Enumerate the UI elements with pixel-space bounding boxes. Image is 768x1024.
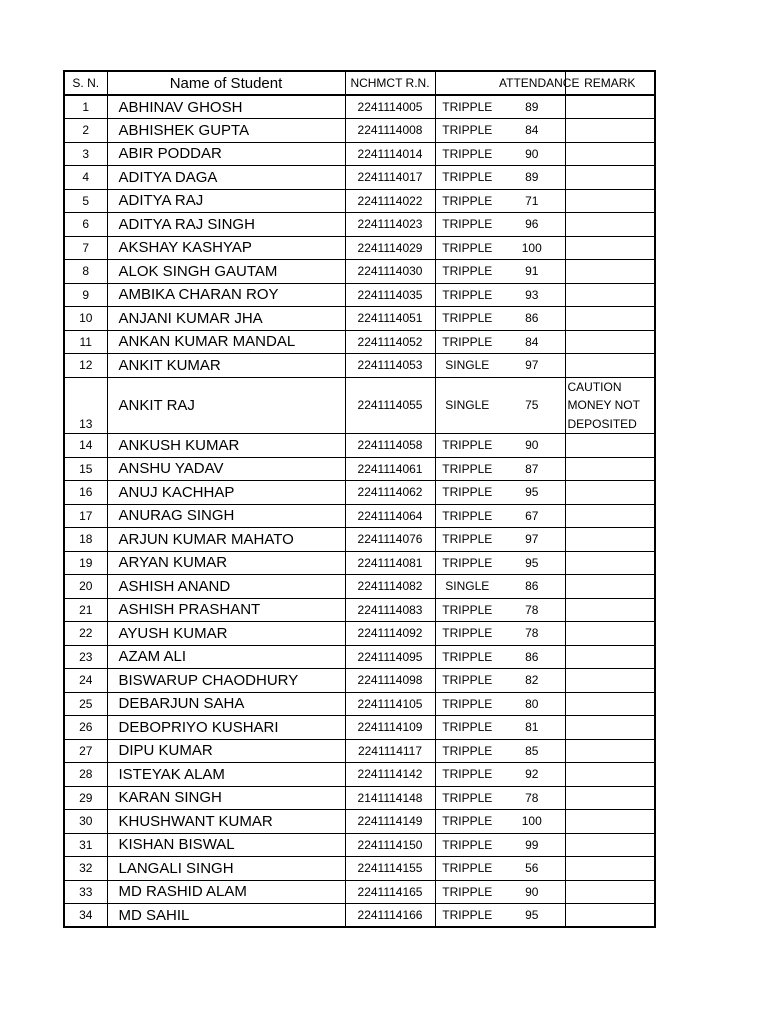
header-student-name: Name of Student (107, 71, 345, 95)
cell-room-type: SINGLE (435, 377, 499, 434)
cell-room-type: TRIPPLE (435, 598, 499, 622)
cell-attendance: 80 (499, 692, 565, 716)
cell-attendance: 78 (499, 598, 565, 622)
cell-room-type: TRIPPLE (435, 95, 499, 119)
header-registration-number: NCHMCT R.N. (345, 71, 435, 95)
cell-remark (565, 189, 655, 213)
cell-student-name: ANSHU YADAV (107, 457, 345, 481)
cell-registration-number: 2241114092 (345, 622, 435, 646)
cell-registration-number: 2241114014 (345, 142, 435, 166)
cell-room-type: TRIPPLE (435, 330, 499, 354)
cell-remark (565, 528, 655, 552)
cell-registration-number: 2241114058 (345, 434, 435, 458)
cell-room-type: SINGLE (435, 354, 499, 378)
cell-remark (565, 213, 655, 237)
cell-remark (565, 551, 655, 575)
cell-student-name: BISWARUP CHAODHURY (107, 669, 345, 693)
table-row (64, 434, 655, 458)
cell-attendance: 99 (499, 833, 565, 857)
table-row (64, 142, 655, 166)
cell-serial-number: 29 (64, 786, 107, 810)
cell-registration-number: 2241114029 (345, 236, 435, 260)
cell-attendance: 67 (499, 504, 565, 528)
cell-room-type: TRIPPLE (435, 622, 499, 646)
cell-student-name: ANURAG SINGH (107, 504, 345, 528)
cell-remark (565, 457, 655, 481)
cell-registration-number: 2241114052 (345, 330, 435, 354)
cell-attendance: 56 (499, 857, 565, 881)
cell-registration-number: 2241114117 (345, 739, 435, 763)
header-remark: REMARK (565, 71, 655, 95)
cell-room-type: TRIPPLE (435, 669, 499, 693)
cell-serial-number: 3 (64, 142, 107, 166)
cell-registration-number: 2241114062 (345, 481, 435, 505)
cell-serial-number: 15 (64, 457, 107, 481)
cell-attendance: 86 (499, 307, 565, 331)
cell-registration-number: 2141114148 (345, 786, 435, 810)
cell-attendance: 100 (499, 810, 565, 834)
cell-student-name: DEBOPRIYO KUSHARI (107, 716, 345, 740)
cell-registration-number: 2241114098 (345, 669, 435, 693)
cell-room-type: TRIPPLE (435, 260, 499, 284)
cell-registration-number: 2241114166 (345, 904, 435, 928)
cell-serial-number: 32 (64, 857, 107, 881)
cell-remark (565, 716, 655, 740)
cell-registration-number: 2241114150 (345, 833, 435, 857)
cell-attendance: 91 (499, 260, 565, 284)
table-row (64, 669, 655, 693)
table-row (64, 786, 655, 810)
cell-student-name: ARJUN KUMAR MAHATO (107, 528, 345, 552)
cell-student-name: MD SAHIL (107, 904, 345, 928)
cell-attendance: 86 (499, 575, 565, 599)
cell-student-name: DIPU KUMAR (107, 739, 345, 763)
table-row (64, 481, 655, 505)
cell-serial-number: 28 (64, 763, 107, 787)
table-body (64, 95, 655, 927)
table-row (64, 95, 655, 119)
cell-remark (565, 142, 655, 166)
cell-registration-number: 2241114035 (345, 283, 435, 307)
cell-serial-number: 31 (64, 833, 107, 857)
cell-attendance: 71 (499, 189, 565, 213)
cell-student-name: AKSHAY KASHYAP (107, 236, 345, 260)
cell-registration-number: 2241114008 (345, 119, 435, 143)
table-row (64, 739, 655, 763)
cell-room-type: TRIPPLE (435, 833, 499, 857)
table-row (64, 307, 655, 331)
cell-registration-number: 2241114081 (345, 551, 435, 575)
cell-registration-number: 2241114051 (345, 307, 435, 331)
cell-serial-number: 4 (64, 166, 107, 190)
table-row (64, 354, 655, 378)
cell-serial-number: 7 (64, 236, 107, 260)
cell-room-type: TRIPPLE (435, 481, 499, 505)
cell-remark (565, 833, 655, 857)
table-row (64, 810, 655, 834)
cell-remark (565, 434, 655, 458)
cell-registration-number: 2241114053 (345, 354, 435, 378)
cell-remark (565, 119, 655, 143)
cell-room-type: TRIPPLE (435, 236, 499, 260)
cell-remark: CAUTION MONEY NOT DEPOSITED (565, 377, 655, 434)
cell-attendance: 82 (499, 669, 565, 693)
cell-serial-number: 24 (64, 669, 107, 693)
table-row (64, 645, 655, 669)
cell-student-name: AZAM ALI (107, 645, 345, 669)
cell-attendance: 89 (499, 166, 565, 190)
cell-remark (565, 236, 655, 260)
cell-serial-number: 6 (64, 213, 107, 237)
cell-attendance: 97 (499, 528, 565, 552)
cell-attendance: 78 (499, 622, 565, 646)
cell-student-name: ANKAN KUMAR MANDAL (107, 330, 345, 354)
cell-student-name: ADITYA RAJ SINGH (107, 213, 345, 237)
cell-room-type: TRIPPLE (435, 119, 499, 143)
cell-registration-number: 2241114061 (345, 457, 435, 481)
cell-registration-number: 2241114076 (345, 528, 435, 552)
cell-serial-number: 16 (64, 481, 107, 505)
cell-serial-number: 18 (64, 528, 107, 552)
table-row (64, 504, 655, 528)
cell-remark (565, 354, 655, 378)
cell-registration-number: 2241114017 (345, 166, 435, 190)
table-row (64, 236, 655, 260)
cell-attendance: 85 (499, 739, 565, 763)
cell-serial-number: 34 (64, 904, 107, 928)
header-serial-number: S. N. (64, 71, 107, 95)
cell-attendance: 90 (499, 142, 565, 166)
cell-serial-number: 2 (64, 119, 107, 143)
cell-student-name: ADITYA DAGA (107, 166, 345, 190)
cell-student-name: ASHISH PRASHANT (107, 598, 345, 622)
cell-student-name: ANUJ KACHHAP (107, 481, 345, 505)
cell-attendance: 96 (499, 213, 565, 237)
cell-student-name: AYUSH KUMAR (107, 622, 345, 646)
cell-room-type: TRIPPLE (435, 739, 499, 763)
cell-room-type: TRIPPLE (435, 528, 499, 552)
cell-student-name: ALOK SINGH GAUTAM (107, 260, 345, 284)
cell-student-name: KISHAN BISWAL (107, 833, 345, 857)
cell-remark (565, 575, 655, 599)
cell-remark (565, 904, 655, 928)
cell-student-name: ANKIT KUMAR (107, 354, 345, 378)
cell-registration-number: 2241114105 (345, 692, 435, 716)
cell-student-name: KHUSHWANT KUMAR (107, 810, 345, 834)
cell-attendance: 86 (499, 645, 565, 669)
cell-room-type: TRIPPLE (435, 857, 499, 881)
cell-serial-number: 21 (64, 598, 107, 622)
cell-attendance: 90 (499, 434, 565, 458)
cell-student-name: ABHINAV GHOSH (107, 95, 345, 119)
cell-serial-number: 33 (64, 880, 107, 904)
table-header-row (64, 71, 655, 95)
table-row (64, 857, 655, 881)
table-row (64, 833, 655, 857)
table-row (64, 189, 655, 213)
cell-serial-number: 13 (64, 377, 107, 434)
cell-student-name: ABIR PODDAR (107, 142, 345, 166)
cell-registration-number: 2241114005 (345, 95, 435, 119)
cell-remark (565, 260, 655, 284)
cell-room-type: TRIPPLE (435, 763, 499, 787)
cell-student-name: ABHISHEK GUPTA (107, 119, 345, 143)
cell-registration-number: 2241114165 (345, 880, 435, 904)
cell-student-name: MD RASHID ALAM (107, 880, 345, 904)
cell-serial-number: 5 (64, 189, 107, 213)
cell-remark (565, 692, 655, 716)
cell-room-type: TRIPPLE (435, 307, 499, 331)
table-row (64, 904, 655, 928)
cell-remark (565, 880, 655, 904)
cell-student-name: LANGALI SINGH (107, 857, 345, 881)
cell-registration-number: 2241114030 (345, 260, 435, 284)
cell-remark (565, 810, 655, 834)
cell-remark (565, 857, 655, 881)
cell-remark (565, 504, 655, 528)
header-attendance-blank (435, 71, 499, 95)
table-row (64, 377, 655, 434)
cell-room-type: TRIPPLE (435, 457, 499, 481)
cell-registration-number: 2241114082 (345, 575, 435, 599)
cell-room-type: TRIPPLE (435, 880, 499, 904)
cell-remark (565, 95, 655, 119)
cell-remark (565, 669, 655, 693)
cell-room-type: TRIPPLE (435, 645, 499, 669)
cell-serial-number: 20 (64, 575, 107, 599)
cell-attendance: 87 (499, 457, 565, 481)
table-row (64, 575, 655, 599)
cell-room-type: TRIPPLE (435, 551, 499, 575)
cell-registration-number: 2241114155 (345, 857, 435, 881)
table-row (64, 622, 655, 646)
cell-serial-number: 11 (64, 330, 107, 354)
table-row (64, 457, 655, 481)
cell-attendance: 81 (499, 716, 565, 740)
cell-remark (565, 786, 655, 810)
cell-remark (565, 763, 655, 787)
cell-serial-number: 25 (64, 692, 107, 716)
cell-registration-number: 2241114055 (345, 377, 435, 434)
table-row (64, 551, 655, 575)
cell-attendance: 93 (499, 283, 565, 307)
cell-serial-number: 23 (64, 645, 107, 669)
table-row (64, 213, 655, 237)
cell-room-type: TRIPPLE (435, 786, 499, 810)
cell-remark (565, 283, 655, 307)
cell-attendance: 95 (499, 551, 565, 575)
cell-room-type: TRIPPLE (435, 504, 499, 528)
table-row (64, 880, 655, 904)
cell-remark (565, 622, 655, 646)
cell-serial-number: 10 (64, 307, 107, 331)
cell-room-type: TRIPPLE (435, 142, 499, 166)
cell-serial-number: 1 (64, 95, 107, 119)
cell-remark (565, 330, 655, 354)
cell-serial-number: 27 (64, 739, 107, 763)
cell-remark (565, 481, 655, 505)
cell-serial-number: 30 (64, 810, 107, 834)
table-row (64, 598, 655, 622)
cell-remark (565, 739, 655, 763)
table-row (64, 763, 655, 787)
cell-serial-number: 17 (64, 504, 107, 528)
cell-serial-number: 8 (64, 260, 107, 284)
table-row (64, 260, 655, 284)
cell-room-type: TRIPPLE (435, 189, 499, 213)
cell-student-name: DEBARJUN SAHA (107, 692, 345, 716)
cell-student-name: ANKIT RAJ (107, 377, 345, 434)
cell-registration-number: 2241114149 (345, 810, 435, 834)
cell-room-type: TRIPPLE (435, 213, 499, 237)
cell-room-type: TRIPPLE (435, 810, 499, 834)
cell-remark (565, 645, 655, 669)
cell-student-name: ARYAN KUMAR (107, 551, 345, 575)
cell-serial-number: 14 (64, 434, 107, 458)
cell-student-name: AMBIKA CHARAN ROY (107, 283, 345, 307)
table-row (64, 692, 655, 716)
header-attendance: ATTENDANCE (499, 71, 565, 95)
table-row (64, 528, 655, 552)
cell-attendance: 84 (499, 119, 565, 143)
cell-student-name: KARAN SINGH (107, 786, 345, 810)
cell-serial-number: 9 (64, 283, 107, 307)
cell-remark (565, 307, 655, 331)
cell-room-type: TRIPPLE (435, 283, 499, 307)
cell-attendance: 84 (499, 330, 565, 354)
cell-registration-number: 2241114064 (345, 504, 435, 528)
table-row (64, 283, 655, 307)
cell-attendance: 75 (499, 377, 565, 434)
cell-student-name: ANJANI KUMAR JHA (107, 307, 345, 331)
attendance-table (63, 70, 656, 928)
cell-registration-number: 2241114142 (345, 763, 435, 787)
cell-room-type: TRIPPLE (435, 434, 499, 458)
table-row (64, 716, 655, 740)
cell-registration-number: 2241114023 (345, 213, 435, 237)
cell-remark (565, 598, 655, 622)
cell-attendance: 89 (499, 95, 565, 119)
cell-registration-number: 2241114022 (345, 189, 435, 213)
cell-attendance: 95 (499, 481, 565, 505)
cell-student-name: ISTEYAK ALAM (107, 763, 345, 787)
cell-attendance: 90 (499, 880, 565, 904)
cell-room-type: TRIPPLE (435, 904, 499, 928)
table-row (64, 166, 655, 190)
table-row (64, 330, 655, 354)
cell-registration-number: 2241114109 (345, 716, 435, 740)
cell-room-type: TRIPPLE (435, 166, 499, 190)
table-row (64, 119, 655, 143)
cell-attendance: 100 (499, 236, 565, 260)
cell-serial-number: 22 (64, 622, 107, 646)
cell-remark (565, 166, 655, 190)
cell-student-name: ANKUSH KUMAR (107, 434, 345, 458)
cell-registration-number: 2241114095 (345, 645, 435, 669)
cell-room-type: TRIPPLE (435, 692, 499, 716)
cell-registration-number: 2241114083 (345, 598, 435, 622)
cell-student-name: ADITYA RAJ (107, 189, 345, 213)
cell-room-type: TRIPPLE (435, 716, 499, 740)
cell-attendance: 92 (499, 763, 565, 787)
cell-student-name: ASHISH ANAND (107, 575, 345, 599)
cell-serial-number: 26 (64, 716, 107, 740)
cell-attendance: 95 (499, 904, 565, 928)
cell-serial-number: 19 (64, 551, 107, 575)
cell-serial-number: 12 (64, 354, 107, 378)
cell-room-type: SINGLE (435, 575, 499, 599)
cell-attendance: 78 (499, 786, 565, 810)
cell-attendance: 97 (499, 354, 565, 378)
